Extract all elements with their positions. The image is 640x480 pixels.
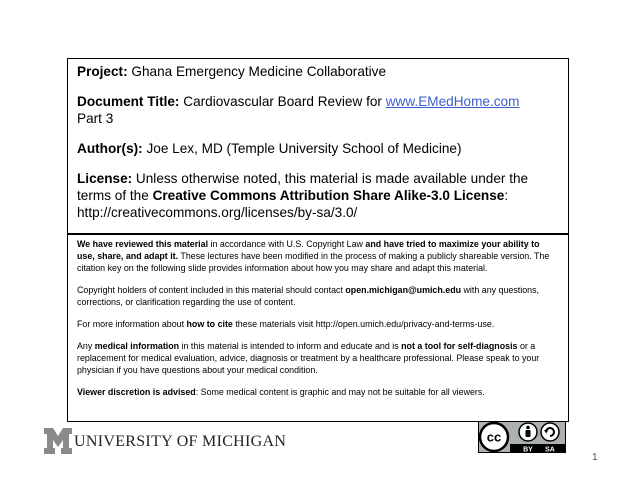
medical-text-2: in this material is intended to inform and educate and is bbox=[179, 341, 402, 351]
cc-icon bbox=[480, 423, 508, 451]
cc-by-sa-badge[interactable] bbox=[478, 421, 566, 453]
document-title-part: Part 3 bbox=[77, 111, 114, 126]
license-text: Unless otherwise noted, this material is made available under the terms of the bbox=[77, 171, 529, 203]
review-bold-2: and have tried to maximize your ability to use, share, and adapt it. bbox=[77, 239, 540, 261]
sa-label: SA bbox=[545, 446, 555, 453]
document-title-value: Cardiovascular Board Review for bbox=[179, 94, 386, 109]
document-title-label: Document Title: bbox=[77, 94, 180, 109]
license-colon: : bbox=[504, 188, 509, 203]
copyright-text-2: with any questions, corrections, or clarification regarding the use of content. bbox=[77, 285, 539, 307]
authors-value: Joe Lex, MD (Temple University School of Medicine) bbox=[142, 141, 462, 156]
attribution-person-icon bbox=[519, 423, 537, 441]
authors-line bbox=[77, 140, 559, 157]
medical-text: Any bbox=[77, 341, 95, 351]
cite-bold: how to cite bbox=[186, 319, 233, 329]
document-title-line bbox=[77, 93, 559, 127]
contact-email: open.michigan@umich.edu bbox=[345, 285, 462, 295]
license-url: http://creativecommons.org/licenses/by-sa/3.0/ bbox=[77, 205, 358, 220]
by-label: BY bbox=[523, 446, 533, 453]
authors-label: Author(s): bbox=[77, 141, 143, 156]
project-label: Project: bbox=[77, 64, 128, 79]
review-text-2: These lectures have been modified in the process of making a publicly shareable version. The citation key on the following slide provides information about how you may share and adapt this material. bbox=[77, 251, 550, 273]
copyright-text: Copyright holders of content included in this material should contact bbox=[77, 285, 346, 295]
page-number: 1 bbox=[592, 452, 598, 463]
discretion-paragraph bbox=[77, 386, 559, 398]
license-name: Creative Commons Attribution Share Alike-3.0 License bbox=[152, 188, 505, 203]
license-label: License: bbox=[77, 171, 133, 186]
project-line bbox=[77, 63, 559, 80]
university-name: UNIVERSITY OF MICHIGAN bbox=[74, 433, 287, 450]
cite-text-2: these materials visit http://open.umich.edu/privacy-and-terms-use. bbox=[232, 319, 495, 329]
review-bold: We have reviewed this material bbox=[77, 239, 209, 249]
document-info-box bbox=[67, 58, 569, 234]
review-paragraph bbox=[77, 238, 559, 274]
discretion-bold: Viewer discretion is advised bbox=[77, 387, 196, 397]
block-m-icon bbox=[44, 428, 72, 454]
review-text: in accordance with U.S. Copyright Law bbox=[208, 239, 366, 249]
svg-text:cc: cc bbox=[486, 429, 502, 445]
medical-paragraph bbox=[77, 340, 559, 376]
discretion-text: : Some medical content is graphic and may not be suitable for all viewers. bbox=[195, 387, 485, 397]
cite-paragraph bbox=[77, 318, 559, 330]
copyright-paragraph bbox=[77, 284, 559, 308]
medical-text-3: or a replacement for medical evaluation, advice, diagnosis or treatment by a healthcare professional. Please speak to your physician if you have questions about your medical condition. bbox=[77, 341, 540, 375]
medical-bold: medical information bbox=[94, 341, 180, 351]
project-value: Ghana Emergency Medicine Collaborative bbox=[127, 64, 387, 79]
university-of-michigan-logo bbox=[44, 428, 287, 458]
cite-text: For more information about bbox=[77, 319, 187, 329]
share-alike-icon bbox=[541, 423, 559, 441]
medical-bold-2: not a tool for self-diagnosis bbox=[401, 341, 518, 351]
license-line bbox=[77, 170, 559, 221]
emedhome-link[interactable]: www.EMedHome.com bbox=[385, 94, 520, 109]
usage-notice-box bbox=[67, 234, 569, 422]
